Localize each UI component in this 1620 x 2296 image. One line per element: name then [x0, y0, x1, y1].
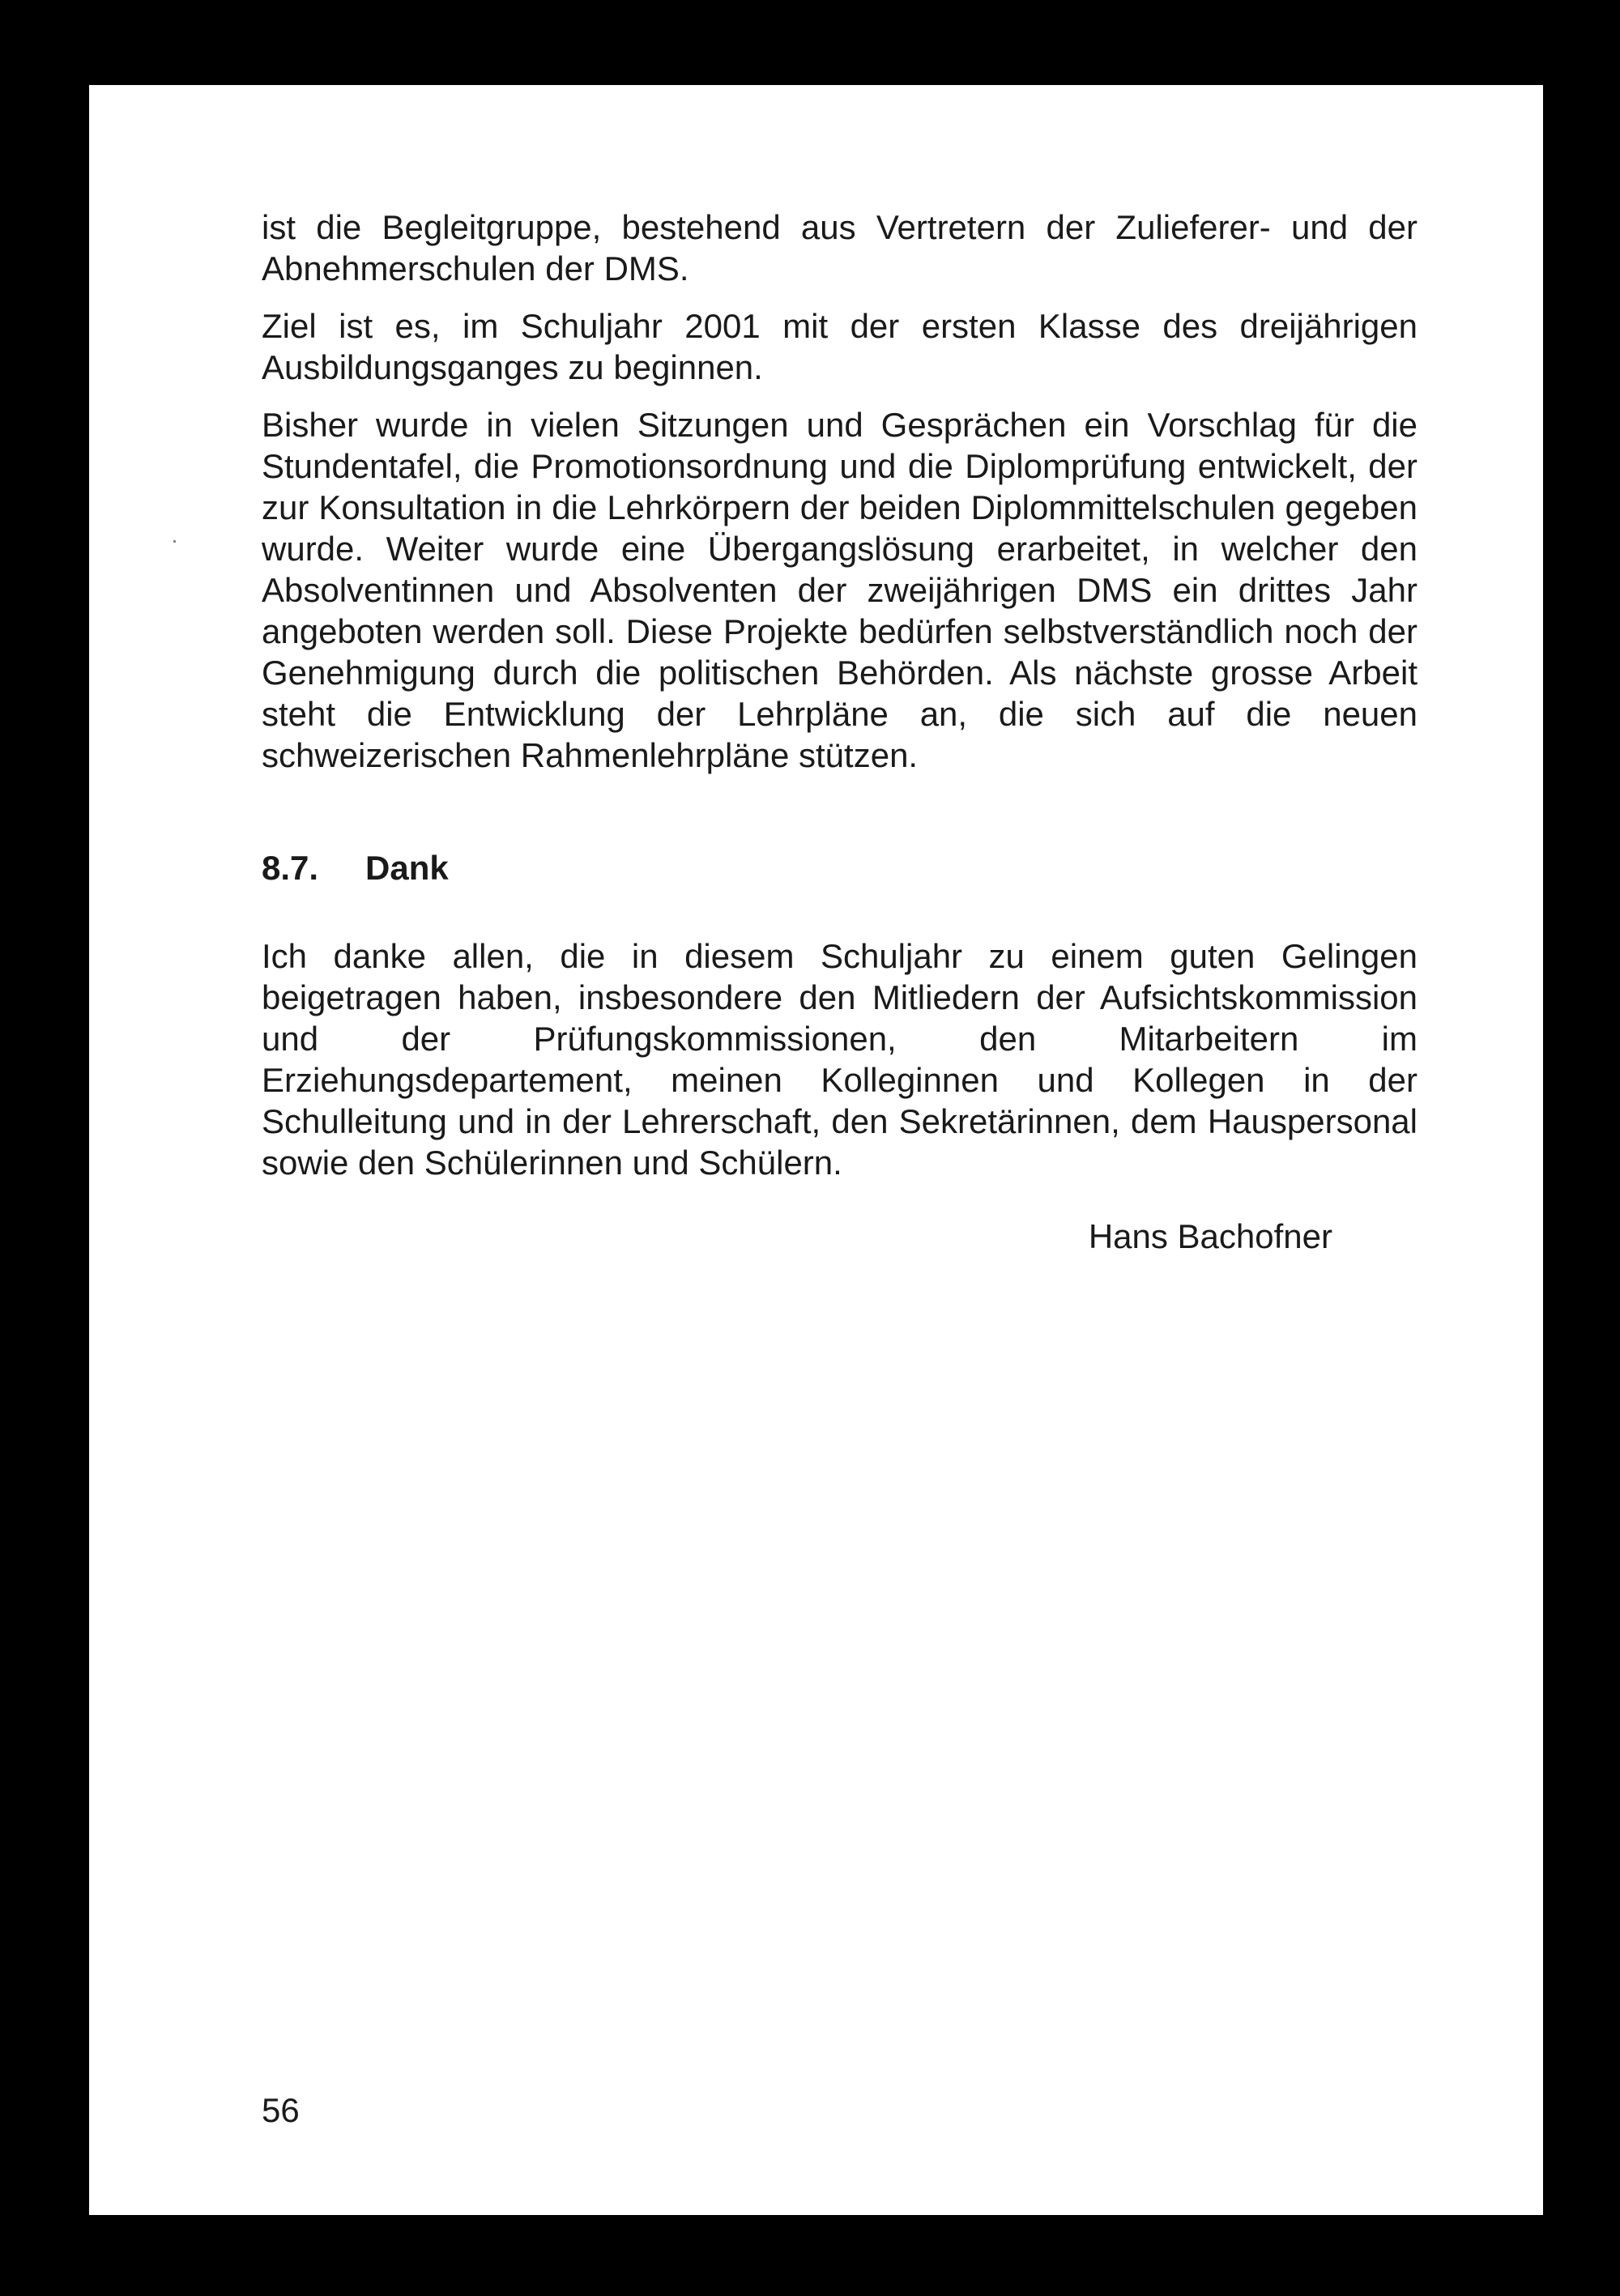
section-heading [262, 847, 1418, 888]
paragraph-bisher: Bisher wurde in vielen Sitzungen und Gesprächen ein Vorschlag für die Stundentafel, die Promotionsordnung und die Diplomprüfung entwickelt, der zur Konsultation in die Lehrkörpern der beiden Diplommittelschulen gegeben wurde. Weiter wurde eine Übergangslösung erarbeitet, in welcher den Absolventinnen und Absolventen der zweijährigen DMS ein drittes Jahr angeboten werden soll. Diese Projekte bedürfen selbstverständlich noch der Genehmigung durch die politischen Behörden. Als nächste grosse Arbeit steht die Entwicklung der Lehrpläne an, die sich auf die neuen schweizerischen Rahmenlehrpläne stützen. [262, 406, 1418, 774]
signature: Hans Bachofner [1088, 1217, 1332, 1255]
section-number: 8.7. [262, 849, 319, 887]
page-content [262, 207, 1418, 1257]
page-number: 56 [262, 2091, 300, 2129]
paragraph-ziel: Ziel ist es, im Schuljahr 2001 mit der ersten Klasse des dreijährigen Ausbildungsganges zu beginnen. [262, 307, 1418, 386]
scan-speck [173, 540, 176, 543]
paragraph-dank: Ich danke allen, die in diesem Schuljahr zu einem guten Gelingen beigetragen haben, insbesondere den Mitliedern der Aufsichtskommission und der Prüfungskommissionen, den Mitarbeitern im Erziehungsdepartement, meinen Kolleginnen und Kollegen in der Schulleitung und in der Lehrerschaft, den Sekretärinnen, dem Hauspersonal sowie den Schülerinnen und Schülern. [262, 937, 1418, 1182]
section-title: Dank [365, 849, 449, 887]
paragraph-begleitgruppe: ist die Begleitgruppe, bestehend aus Vertretern der Zulieferer- und der Abnehmerschulen der DMS. [262, 208, 1418, 288]
document-page [89, 85, 1543, 2215]
